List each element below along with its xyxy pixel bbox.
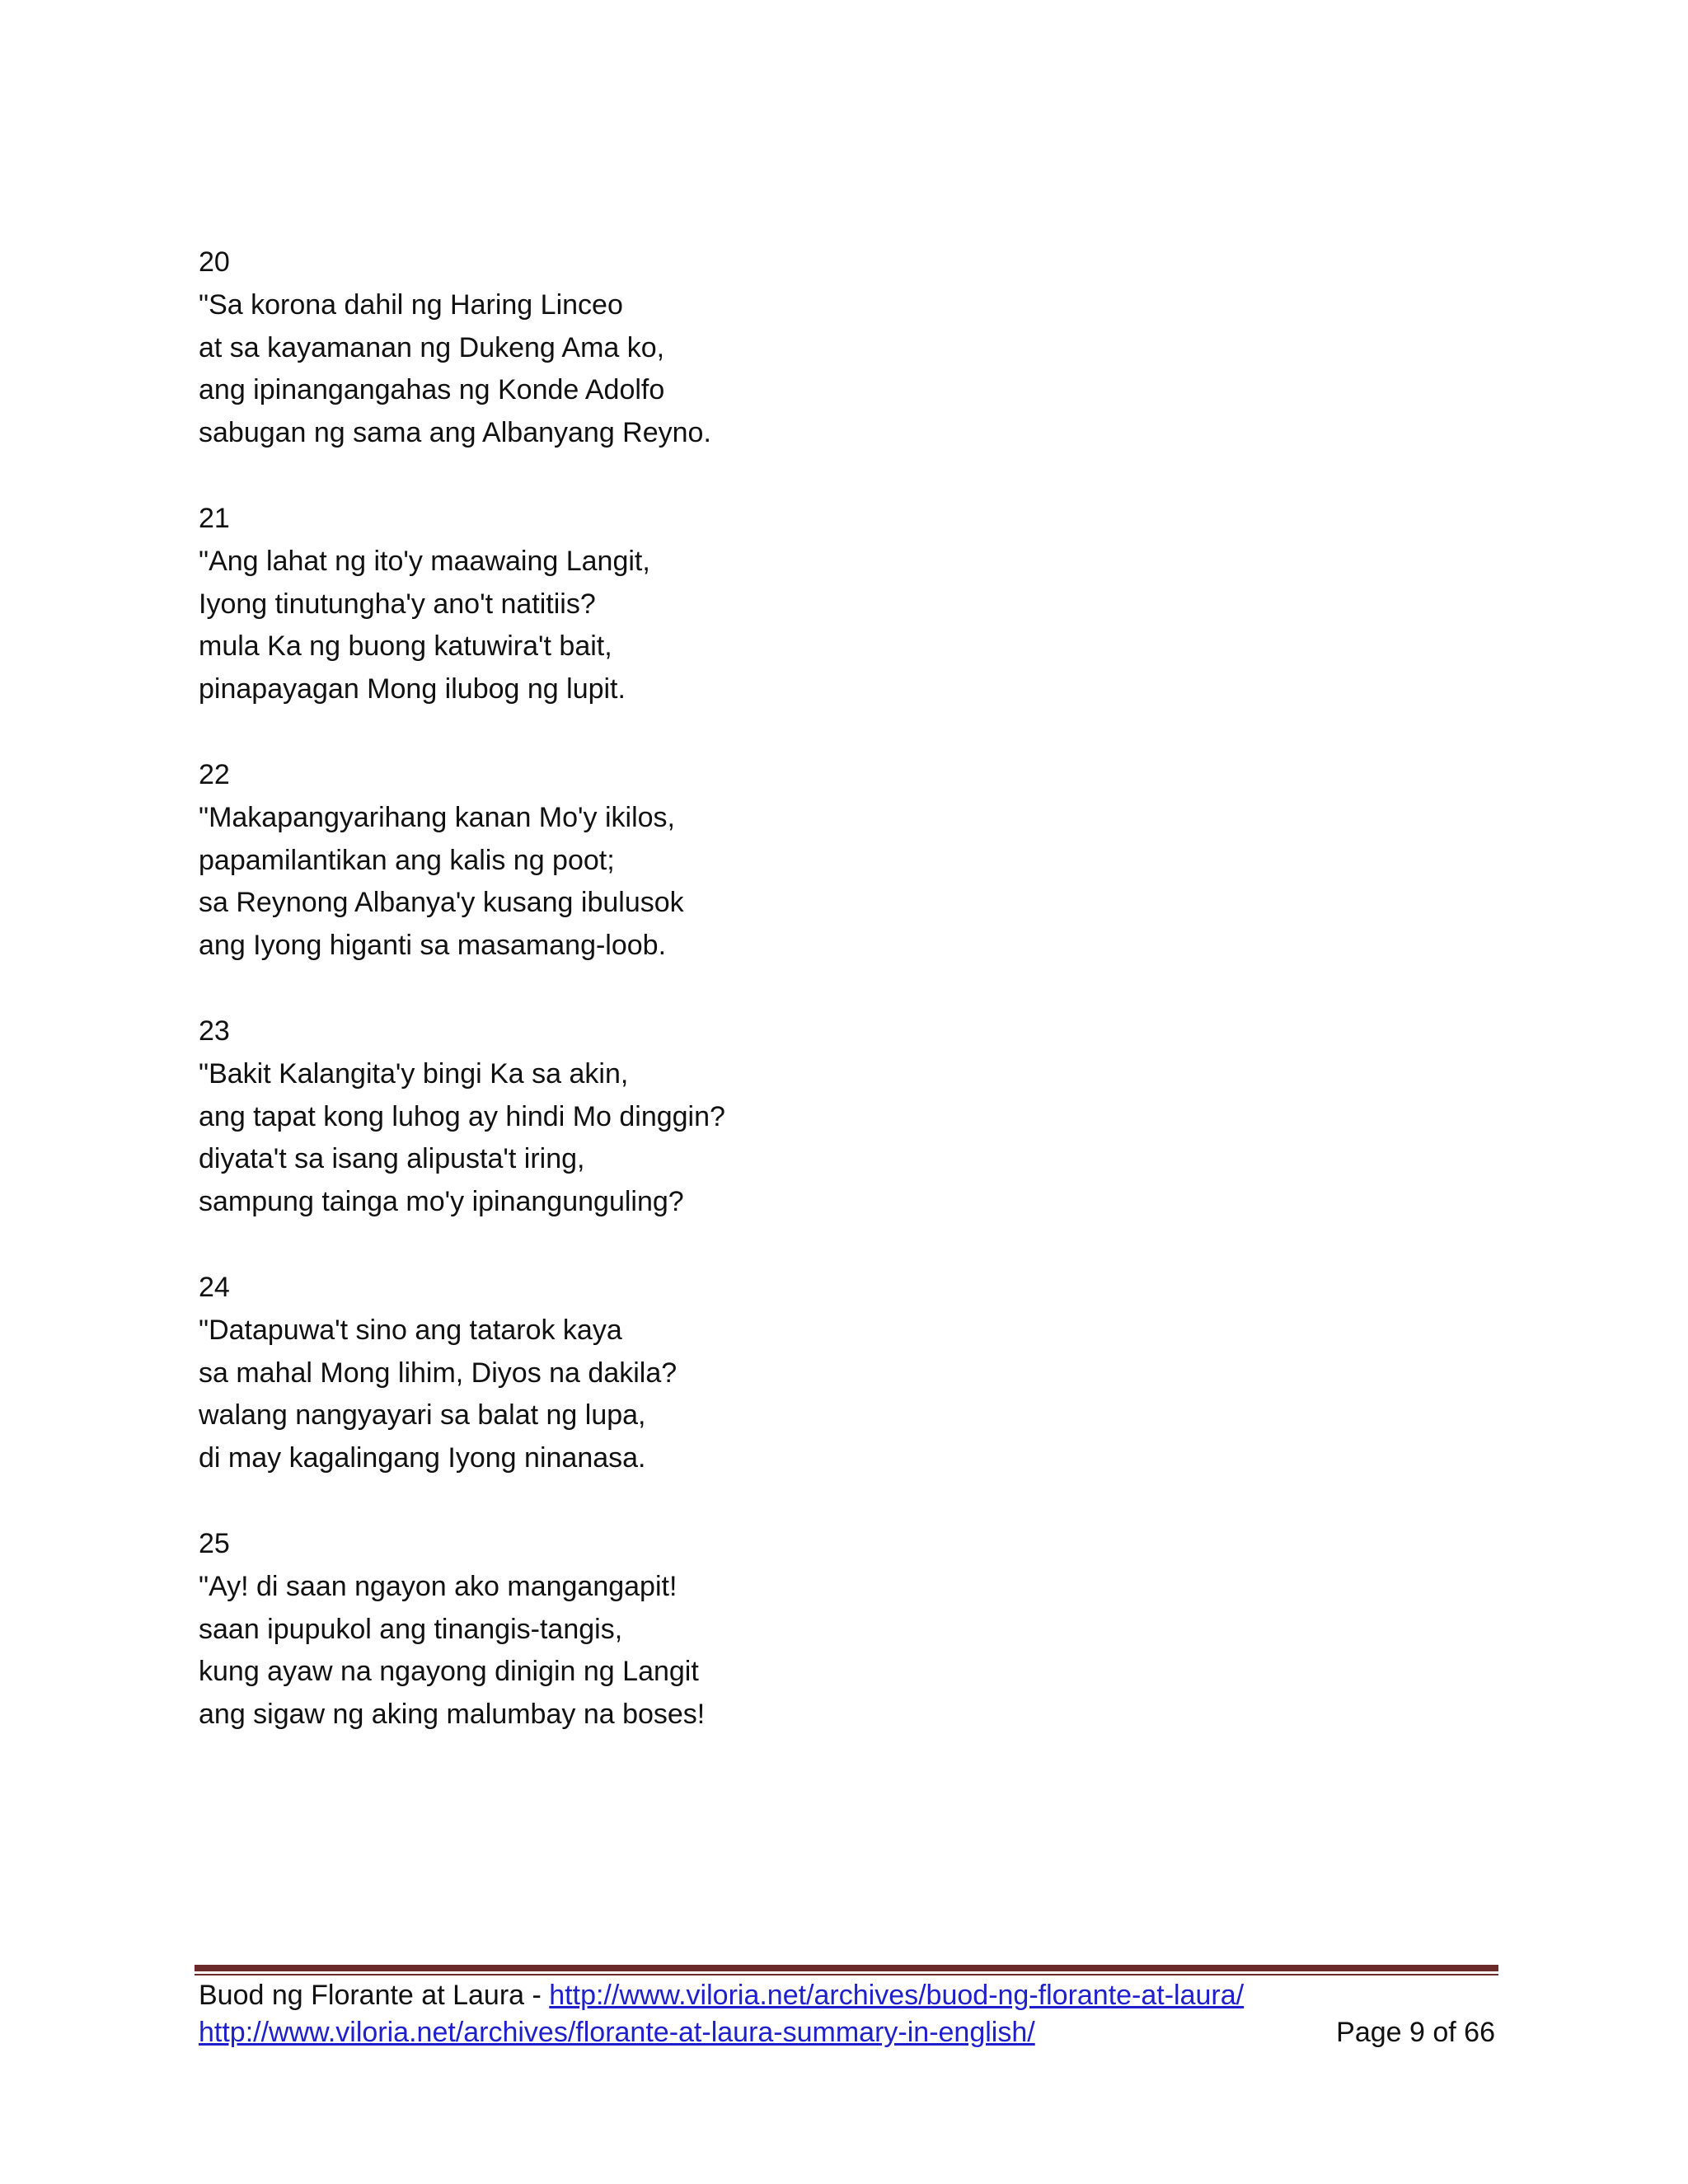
poem-body: [199, 241, 1353, 1779]
poem-line: ang Iyong higanti sa masamang-loob.: [199, 930, 667, 962]
poem-line: sa Reynong Albanya'y kusang ibulusok: [199, 887, 684, 919]
poem-line: kung ayaw na ngayong dinigin ng Langit: [199, 1656, 699, 1688]
footer-divider: [195, 1965, 1498, 1975]
poem-line: "Datapuwa't sino ang tatarok kaya: [199, 1314, 622, 1346]
poem-line: walang nangyayari sa balat ng lupa,: [199, 1399, 646, 1432]
poem-line: at sa kayamanan ng Dukeng Ama ko,: [199, 331, 665, 363]
poem-line: ang tapat kong luhog ay hindi Mo dinggin?: [199, 1100, 725, 1132]
poem-line: mula Ka ng buong katuwira't bait,: [199, 630, 612, 663]
footer-divider-thin: [195, 1974, 1498, 1975]
poem-line: ang ipinangangahas ng Konde Adolfo: [199, 374, 665, 406]
poem-line: papamilantikan ang kalis ng poot;: [199, 844, 615, 876]
stanza: [199, 1267, 1353, 1480]
stanza: [199, 498, 1353, 711]
page-number: Page 9 of 66: [1336, 2017, 1495, 2048]
poem-line: "Bakit Kalangita'y bingi Ka sa akin,: [199, 1057, 629, 1090]
stanza-number: 23: [199, 1015, 230, 1047]
poem-line: ang sigaw ng aking malumbay na boses!: [199, 1699, 706, 1731]
stanza-number: 22: [199, 758, 230, 790]
poem-line: sabugan ng sama ang Albanyang Reyno.: [199, 417, 711, 449]
footer-divider-thick: [195, 1965, 1498, 1971]
poem-line: Iyong tinutungha'y ano't natitiis?: [199, 588, 596, 620]
footer-link-summary[interactable]: http://www.viloria.net/archives/florante-at-laura-summary-in-english/: [199, 2017, 1035, 2048]
poem-line: di may kagalingang Iyong ninanasa.: [199, 1442, 646, 1474]
stanza: [199, 241, 1353, 455]
poem-line: "Makapangyarihang kanan Mo'y ikilos,: [199, 801, 675, 833]
poem-line: diyata't sa isang alipusta't iring,: [199, 1143, 585, 1175]
stanza-number: 24: [199, 1271, 230, 1303]
footer-line-1: [199, 1977, 1495, 2014]
page-footer: [199, 1977, 1495, 2051]
stanza-number: 20: [199, 246, 230, 278]
footer-title: Buod ng Florante at Laura -: [199, 1980, 550, 2011]
stanza: [199, 754, 1353, 968]
poem-line: pinapayagan Mong ilubog ng lupit.: [199, 673, 626, 705]
poem-line: sa mahal Mong lihim, Diyos na dakila?: [199, 1357, 678, 1389]
footer-link-buod[interactable]: http://www.viloria.net/archives/buod-ng-florante-at-laura/: [549, 1980, 1245, 2011]
poem-line: "Ay! di saan ngayon ako mangangapit!: [199, 1570, 678, 1602]
poem-line: "Sa korona dahil ng Haring Linceo: [199, 288, 623, 321]
poem-line: "Ang lahat ng ito'y maawaing Langit,: [199, 545, 650, 577]
stanza: [199, 1523, 1353, 1736]
stanza-number: 21: [199, 502, 230, 534]
stanza: [199, 1010, 1353, 1224]
footer-line-2: [199, 2014, 1495, 2051]
poem-line: saan ipupukol ang tinangis-tangis,: [199, 1613, 623, 1645]
stanza-number: 25: [199, 1527, 230, 1559]
poem-line: sampung tainga mo'y ipinangunguling?: [199, 1186, 684, 1218]
